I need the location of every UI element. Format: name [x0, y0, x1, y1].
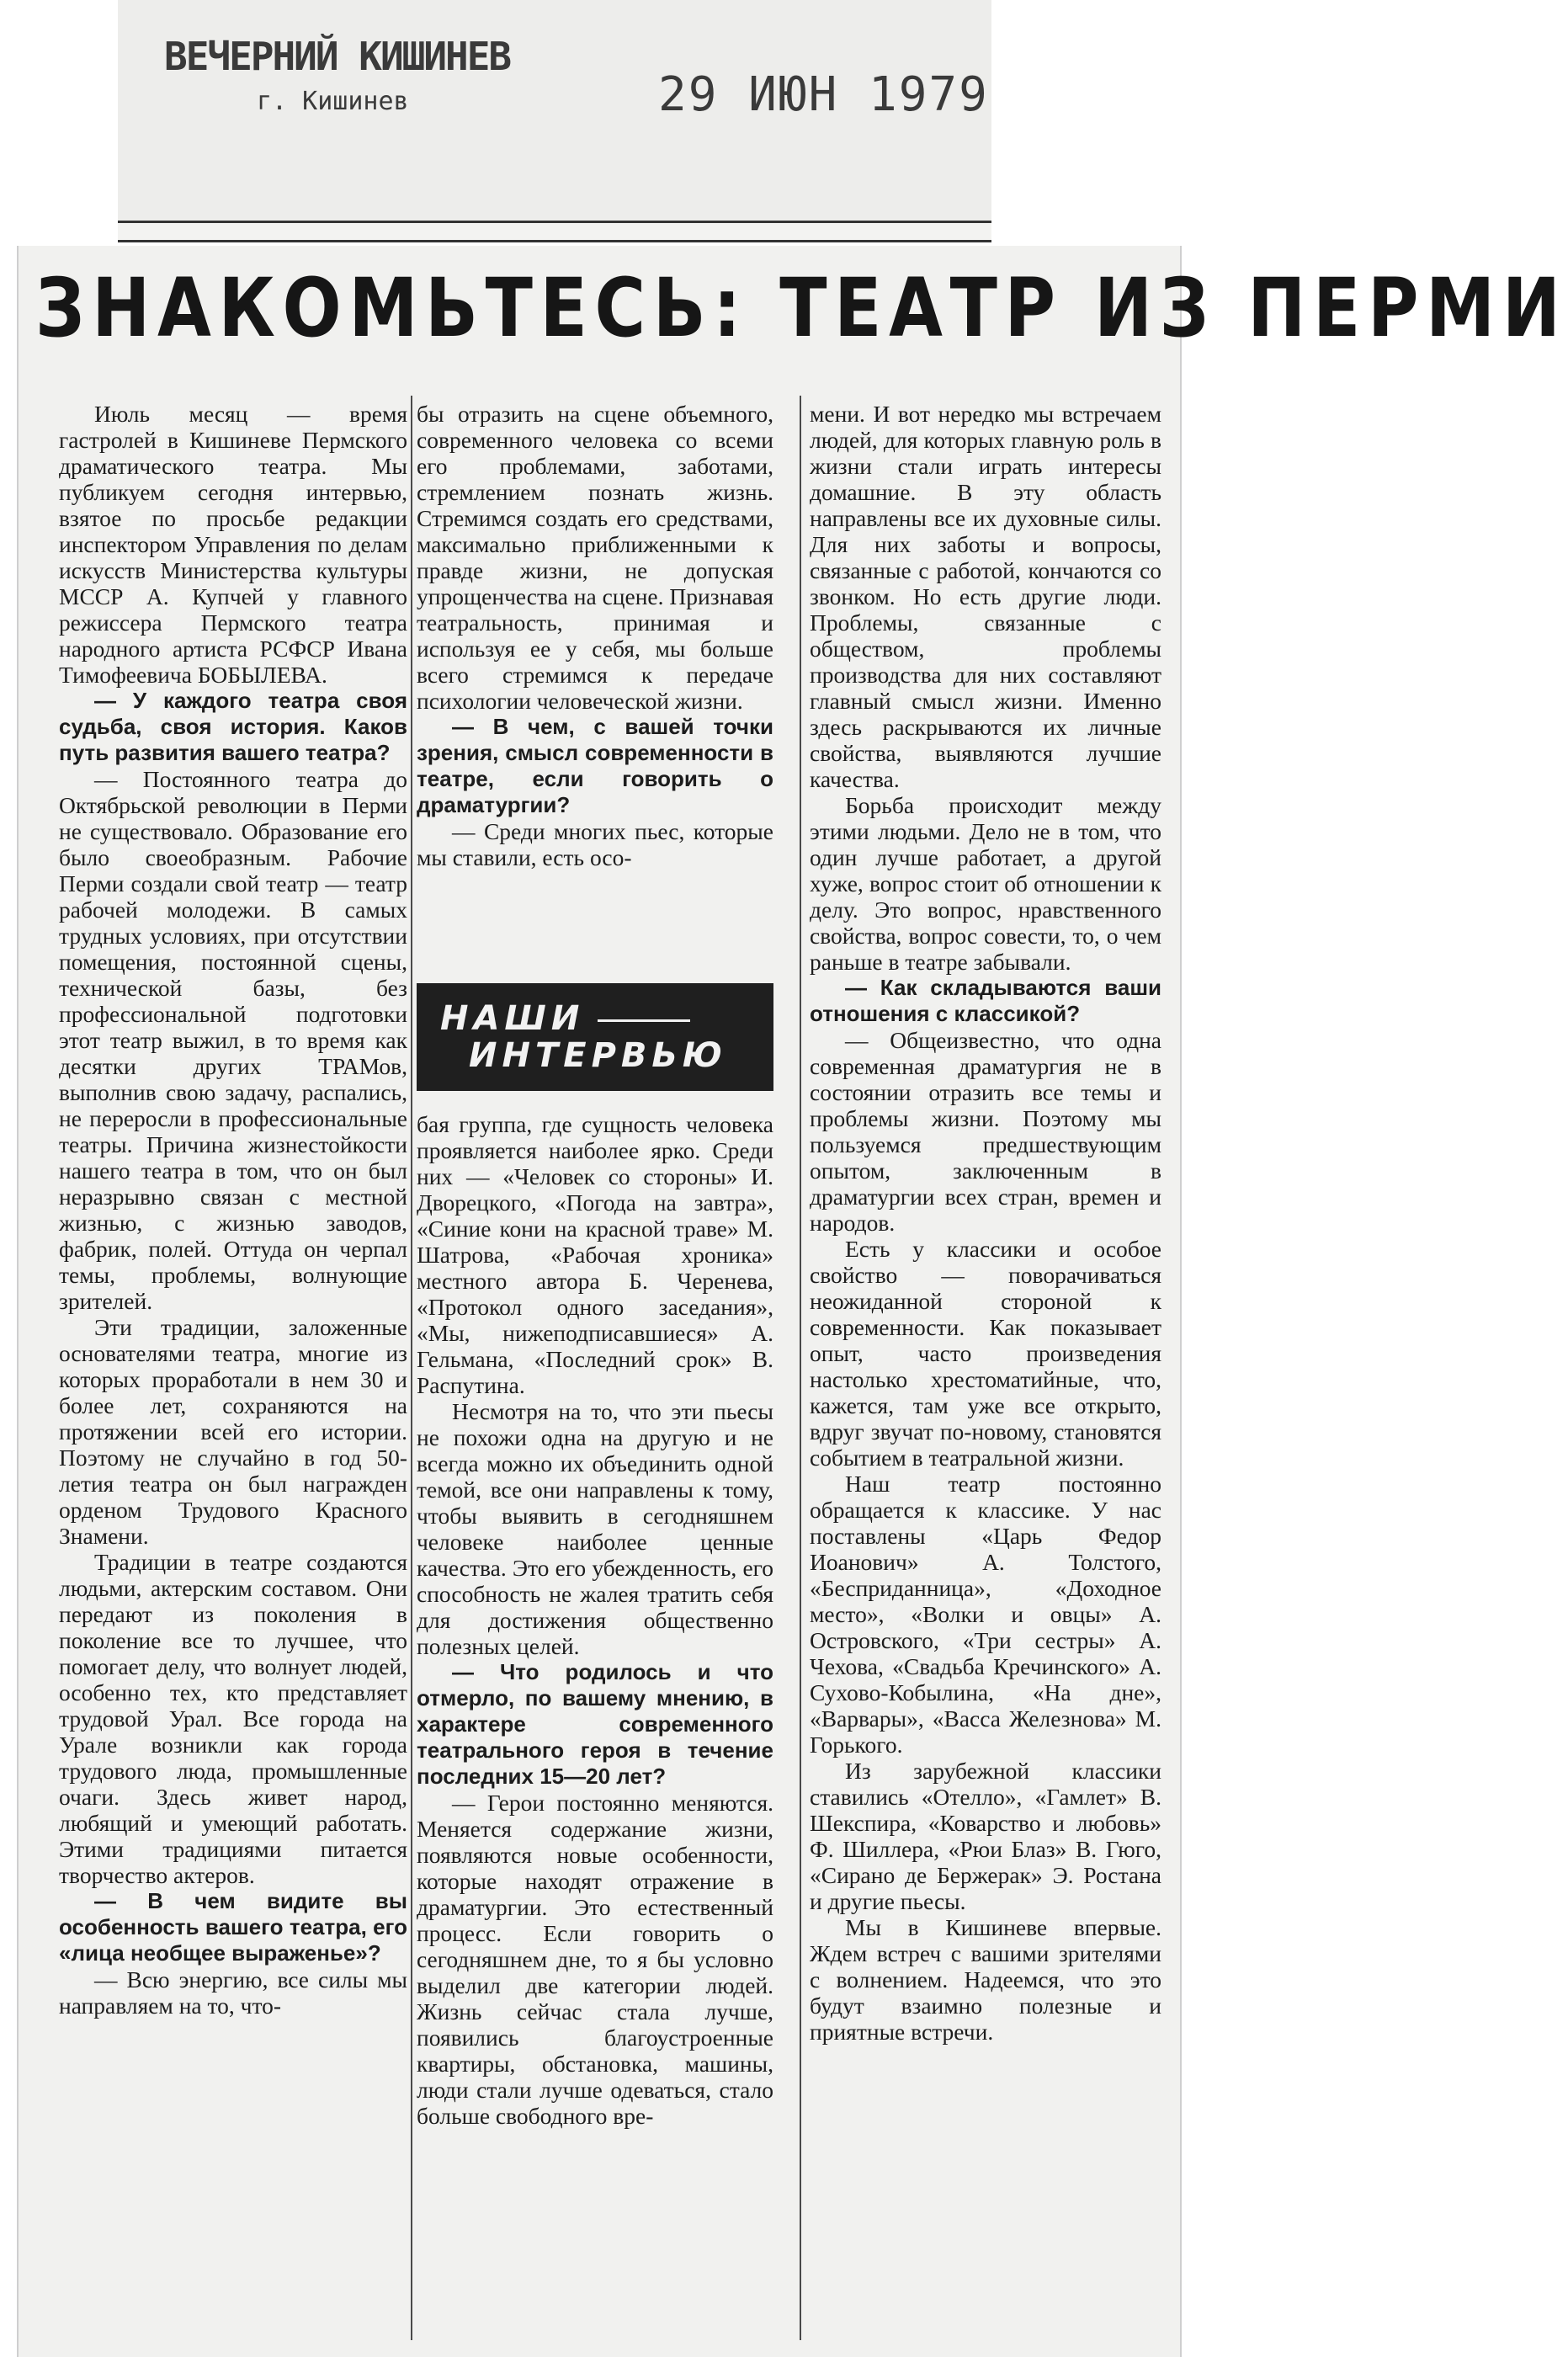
article-column-2-top [417, 401, 773, 939]
article-headline: ЗНАКОМЬТЕСЬ: ТЕАТР ИЗ ПЕРМИ [35, 261, 1568, 355]
newspaper-masthead-stamp: ВЕЧЕРНИЙ КИШИНЕВ [164, 34, 511, 79]
answer-paragraph: — Среди многих пьес, которые мы ставили, есть осо- [417, 818, 773, 870]
answer-paragraph: — Общеизвестно, что одна современная драматургия не в состоянии отразить все темы и проблемы жизни. Поэтому мы пользуемся предшествующим опытом, заключенным в драматургии всех стран, времен и народов. [810, 1027, 1161, 1236]
rubric-dash [598, 1019, 690, 1022]
paragraph: Несмотря на то, что эти пьесы не похожи одна на другую и не всегда можно их объединить одной темой, все они направлены к тому, чтобы выявить в сегодняшнем человеке наиболее ценные качества. Это его убежденность, его способность не жалея тратить себя для достижения общественно полезных целей. [417, 1398, 773, 1659]
answer-paragraph: — Герои постоянно меняются. Меняется содержание жизни, появляются новые особенности, которые находят отражение в драматургии. Это естественный процесс. Если говорить о сегодняшнем дне, то я бы условно выделил две категории людей. Жизнь сейчас стала лучше, появились благоустроенные квартиры, обстановка, машины, люди стали лучше одеваться, стало больше свободного вре- [417, 1790, 773, 2129]
card-edge-rule [118, 221, 991, 242]
paragraph: Есть у классики и особое свойство — поворачиваться неожиданной стороной к современности. Как показывает опыт, часто произведения настолько хрестоматийные, что, кажется, там уже все открыто, вдруг звучат по-новому, становятся событием в театральной жизни. [810, 1236, 1161, 1471]
paragraph: бая группа, где сущность человека проявляется наиболее ярко. Среди них — «Человек со стороны» И. Дворецкого, «Погода на завтра», «Синие кони на красной траве» М. Шатрова, «Рабочая хроника» местного автора Б. Черенева, «Протокол одного заседания», «Мы, нижеподписавшиеся» А. Гельмана, «Последний срок» В. Распутина. [417, 1111, 773, 1398]
rubric-line-1 [440, 1000, 773, 1037]
answer-paragraph: — Постоянного театра до Октябрьской революции в Перми не существовало. Образование его было своеобразным. Рабочие Перми создали свой театр — театр рабочей молодежи. В самых трудных условиях, при отсутствии помещения, постоянной сцены, технической базы, без профессиональной подготовки этот театр выжил, в то время как десятки других ТРАМов, выполнив свою задачу, распались, не переросли в профессиональные театры. Причина жизнестойкости нашего театра в том, что он был неразрывно связан с местной жизнью, с жизнью заводов, фабрик, полей. Оттуда он черпал темы, проблемы, волнующие зрителей. [59, 766, 407, 1314]
answer-paragraph: — Всю энергию, все силы мы направляем на то, что- [59, 1966, 407, 2019]
closing-paragraph: Мы в Кишиневе впервые. Ждем встреч с вашими зрителями с волнением. Надеемся, что это будут взаимно полезные и приятные встречи. [810, 1914, 1161, 2045]
paragraph: Борьба происходит между этими людьми. Дело не в том, что один лучше работает, а другой хуже, вопрос стоит об отношении к делу. Это вопрос, нравственного свойства, вопрос совести, то, о чем раньше в театре забывали. [810, 792, 1161, 975]
question: — Что родилось и что отмерло, по вашему мнению, в характере современного театрального героя в течение последних 15—20 лет? [417, 1659, 773, 1789]
paragraph: Эти традиции, заложенные основателями театра, многие из которых проработали в нем 30 и более лет, сохраняются на протяжении всей его истории. Поэтому не случайно в год 50-летия театра он был награжден орденом Трудового Красного Знамени. [59, 1314, 407, 1549]
paragraph: Наш театр постоянно обращается к классике. У нас поставлены «Царь Федор Иоанович» А. Толстого, «Бесприданница», «Доходное место», «Волки и овцы» А. Островского, «Три сестры» А. Чехова, «Свадьба Кречинского» А. Сухово-Кобылина, «На дне», «Варвары», «Васса Железнова» М. Горького. [810, 1471, 1161, 1758]
date-stamp: 29 ИЮН 1979 [658, 67, 989, 122]
question: — В чем, с вашей точки зрения, смысл современности в театре, если говорить о драматургии? [417, 714, 773, 817]
rubric-text-1: НАШИ [440, 999, 585, 1038]
paragraph: Традиции в театре создаются людьми, актерским составом. Они передают из поколения в поколение все то лучшее, что помогает делу, что волнует людей, особенно тех, кто представляет трудовой Урал. Все города на Урале возникли как города трудового люда, промышленные очаги. Здесь живет народ, любящий и умеющий работать. Этими традициями питается творчество актеров. [59, 1549, 407, 1888]
column-divider [800, 396, 801, 2340]
paragraph: Из зарубежной классики ставились «Отелло», «Гамлет» В. Шекспира, «Коварство и любовь» Ф. Шиллера, «Рюи Блаз» В. Гюго, «Сирано де Бержерак» Э. Ростана и другие пьесы. [810, 1758, 1161, 1914]
question: — В чем видите вы особенность вашего театра, его «лица необщее выраженье»? [59, 1888, 407, 1966]
article-column-1 [59, 401, 407, 2345]
paragraph: мени. И вот нередко мы встречаем людей, для которых главную роль в жизни стали играть интересы домашние. В эту область направлены все их духовные силы. Для них заботы и вопросы, связанные с работой, кончаются со звонком. Но есть другие люди. Проблемы, связанные с обществом, проблемы производства для них составляют главный смысл жизни. Именно здесь раскрываются их личные свойства, выявляются лучшие качества. [810, 401, 1161, 792]
question: — У каждого театра своя судьба, своя история. Каков путь развития вашего театра? [59, 688, 407, 765]
article-column-2-bottom [417, 1111, 773, 2349]
column-divider [411, 396, 412, 2340]
paragraph: бы отразить на сцене объемного, современного человека со всеми его проблемами, заботами, стремлением познать жизнь. Стремимся создать его средствами, максимально приближенными к правде жизни, не допуская упрощенчества на сцене. Признавая театральность, принимая и используя ее у себя, мы больше всего стремимся к передаче психологии человеческой жизни. [417, 401, 773, 714]
city-stamp: г. Кишинев [257, 87, 409, 116]
lead-paragraph: Июль месяц — время гастролей в Кишиневе Пермского драматического театра. Мы публикуем сегодня интервью, взятое по просьбе редакции инспектором Управления по делам искусств Министерства культуры МССР А. Купчей у главного режиссера Пермского театра народного артиста РСФСР Ивана Тимофеевича БОБЫЛЕВА. [59, 401, 407, 688]
question: — Как складываются ваши отношения с классикой? [810, 975, 1161, 1026]
article-column-3 [810, 401, 1161, 2345]
rubric-badge [417, 983, 773, 1091]
rubric-line-2: ИНТЕРВЬЮ [469, 1036, 727, 1075]
